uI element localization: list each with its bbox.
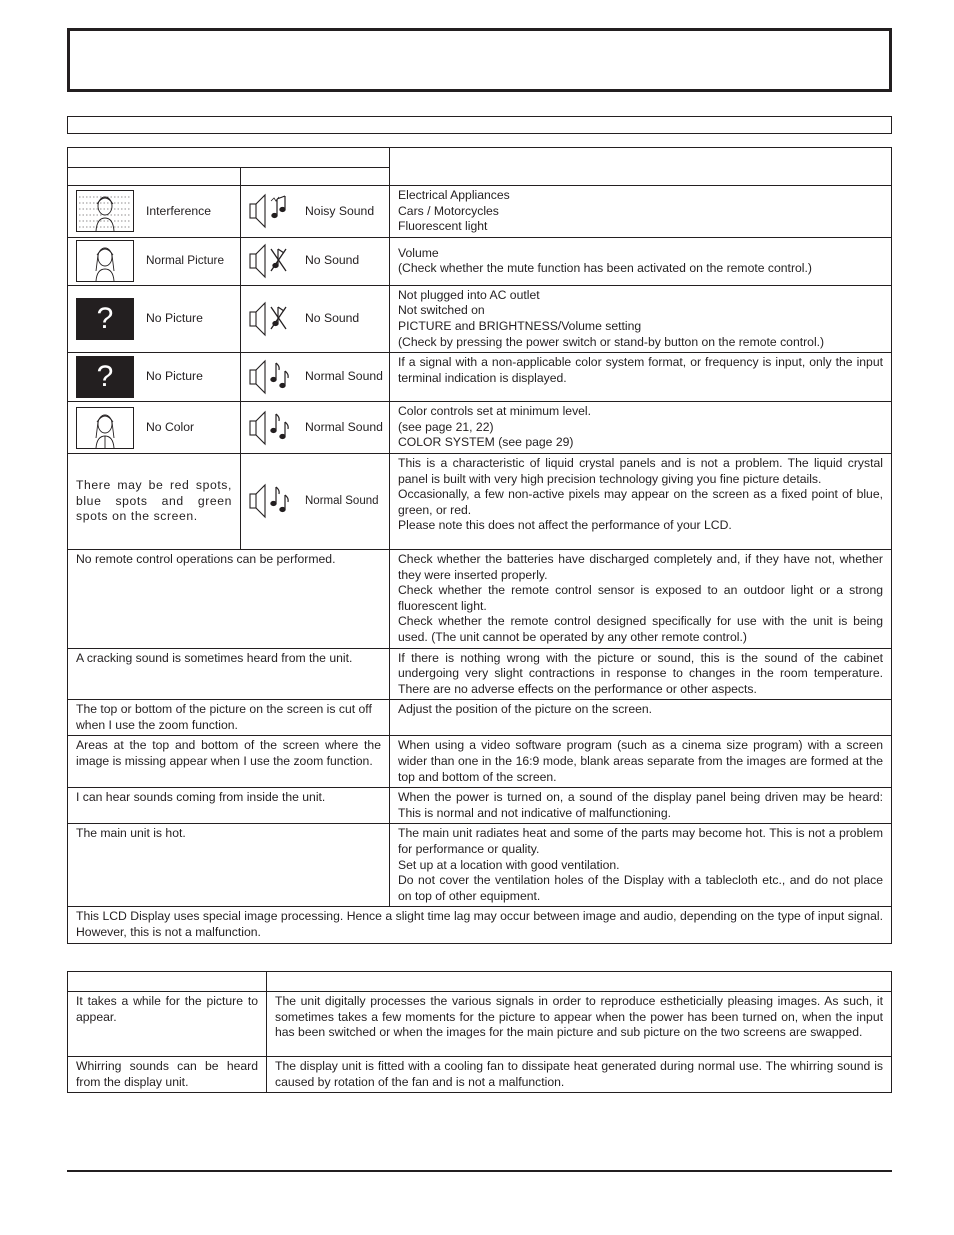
speaker-mute-icon	[247, 241, 293, 281]
check-text: When the power is turned on, a sound of the display panel being driven may be heard: This is normal and not indicative of malfunctioning.	[398, 790, 883, 820]
sound-label: Normal Sound	[305, 494, 379, 507]
check-text: Electrical Appliances	[398, 188, 510, 202]
picture-label: No Picture	[146, 311, 203, 326]
additional-table	[67, 971, 892, 1093]
checks-cell	[390, 736, 892, 788]
checks-cell	[390, 453, 892, 549]
troubleshooting-table	[67, 147, 892, 944]
sound-label: Normal Sound	[305, 369, 383, 384]
table-row	[68, 1057, 892, 1093]
check-text: Color controls set at minimum level.	[398, 404, 592, 419]
sound-label: No Sound	[305, 253, 360, 268]
table-row	[68, 453, 892, 549]
checks-cell	[390, 824, 892, 907]
problem-text: It takes a while for the picture to appear.	[68, 992, 267, 1057]
check-text: If there is nothing wrong with the picture or sound, this is the sound of the cabinet undergoing very slight contractions in response to changes in the room temperature. There are no adverse effects on the performance or other aspects.	[398, 650, 883, 696]
check-text: Fluorescent light	[398, 219, 488, 234]
sound-label: Normal Sound	[305, 419, 383, 434]
speaker-mute-icon	[247, 299, 293, 339]
checks-cell	[390, 648, 892, 700]
problem-text: The top or bottom of the picture on the screen is cut off when I use the zoom function.	[68, 700, 390, 736]
problem-text: Areas at the top and bottom of the screen where the image is missing appear when I use the zoom function.	[68, 736, 390, 788]
header-solution	[267, 972, 892, 992]
header-checks	[390, 148, 892, 186]
header-picture	[68, 168, 241, 186]
table-row	[68, 992, 892, 1057]
checks-cell	[390, 237, 892, 285]
checks-cell	[390, 353, 892, 402]
table-row	[68, 186, 892, 238]
check-text: Set up at a location with good ventilation.	[398, 857, 620, 872]
check-text: This is a characteristic of liquid crystal panels and is not a problem. The liquid crystal panel is built with very high precision technology giving you fine picture details.	[398, 455, 883, 486]
check-text: COLOR SYSTEM (see page 29)	[398, 435, 574, 450]
table-row	[68, 285, 892, 352]
problem-text: A cracking sound is sometimes heard from the unit.	[68, 648, 390, 700]
footer-rule	[67, 1170, 892, 1172]
table-row	[68, 549, 892, 648]
face-no-color-icon	[76, 407, 134, 449]
solution-text: The unit digitally processes the various signals in order to reproduce estheticially pleasing images. As such, it sometimes takes a few moments for the picture to appear when the power has been turned on, when the input has been switched or when the images for the main picture and sub picture on the two screens are swapped.	[267, 992, 892, 1057]
checks-cell	[390, 788, 892, 824]
check-text: Check whether the remote control sensor is exposed to an outdoor light or a strong fluorescent light.	[398, 583, 883, 613]
table-row	[68, 353, 892, 402]
speaker-normal-icon	[247, 481, 293, 521]
table-row	[68, 648, 892, 700]
section-heading-bar	[67, 116, 892, 134]
picture-label: There may be red spots, blue spots and green spots on the screen.	[68, 453, 241, 549]
page-title-box	[67, 28, 892, 92]
face-interference-icon	[76, 190, 134, 232]
problem-text: Whirring sounds can be heard from the display unit.	[68, 1057, 267, 1093]
problem-text: The main unit is hot.	[68, 824, 390, 907]
table-row	[68, 907, 892, 943]
picture-label: Normal Picture	[146, 253, 225, 268]
header-problem	[68, 972, 267, 992]
header-symptoms	[68, 148, 390, 168]
checks-cell	[390, 285, 892, 352]
checks-cell	[390, 186, 892, 238]
picture-label: Interference	[146, 203, 212, 218]
check-text: Do not cover the ventilation holes of the Display with a tablecloth etc., and do not place on top of other equipment.	[398, 873, 883, 903]
picture-label: No Picture	[146, 369, 203, 384]
checks-cell	[390, 549, 892, 648]
table-row	[68, 237, 892, 285]
table-row	[68, 402, 892, 454]
check-text: Volume	[398, 245, 439, 260]
check-text: Check whether the remote control designed specifically for use with the unit is being used. (The unit cannot be operated by any other remote control.)	[398, 614, 883, 644]
check-text: (see page 21, 22)	[398, 419, 494, 434]
check-text: Adjust the position of the picture on the screen.	[398, 702, 653, 717]
face-normal-icon	[76, 240, 134, 282]
table-row	[68, 736, 892, 788]
check-text: When using a video software program (such as a cinema size program) with a screen wider than one in the 16:9 mode, blank areas separate from the images are formed at the top and bottom of the screen.	[398, 738, 883, 784]
speaker-normal-icon	[247, 408, 293, 448]
check-text: PICTURE and BRIGHTNESS/Volume setting	[398, 318, 642, 333]
check-text: Please note this does not affect the performance of your LCD.	[398, 518, 732, 533]
checks-cell	[390, 700, 892, 736]
checks-cell	[390, 402, 892, 454]
check-text: The main unit radiates heat and some of the parts may become hot. This is not a problem for performance or quality.	[398, 826, 883, 857]
check-text: Occasionally, a few non-active pixels may appear on the screen as a fixed point of blue, green, or red.	[398, 487, 883, 517]
sound-label: No Sound	[305, 311, 360, 326]
check-text: Check whether the batteries have discharged completely and, if they have not, whether they were inserted properly.	[398, 551, 883, 582]
table-row	[68, 788, 892, 824]
speaker-normal-icon	[247, 357, 293, 397]
table-row	[68, 824, 892, 907]
note-text: This LCD Display uses special image processing. Hence a slight time lag may occur between image and audio, depending on the type of input signal. However, this is not a malfunction.	[68, 907, 892, 943]
speaker-noisy-icon	[247, 191, 293, 231]
check-text: (Check by pressing the power switch or stand-by button on the remote control.)	[398, 334, 825, 349]
problem-text: No remote control operations can be performed.	[68, 549, 390, 648]
check-text: If a signal with a non-applicable color system format, or frequency is input, only the input terminal indication is displayed.	[398, 355, 883, 385]
problem-text: I can hear sounds coming from inside the unit.	[68, 788, 390, 824]
check-text: Not switched on	[398, 303, 485, 318]
header-sound	[241, 168, 390, 186]
check-text: Not plugged into AC outlet	[398, 287, 540, 302]
sound-label: Noisy Sound	[305, 203, 375, 218]
picture-label: No Color	[146, 419, 195, 434]
check-text: (Check whether the mute function has been activated on the remote control.)	[398, 261, 812, 276]
solution-text: The display unit is fitted with a cooling fan to dissipate heat generated during normal use. The whirring sound is caused by rotation of the fan and is not a malfunction.	[267, 1057, 892, 1093]
question-mark-icon: ?	[76, 298, 134, 340]
question-mark-icon: ?	[76, 356, 134, 398]
check-text: Cars / Motorcycles	[398, 203, 499, 218]
table-row	[68, 700, 892, 736]
